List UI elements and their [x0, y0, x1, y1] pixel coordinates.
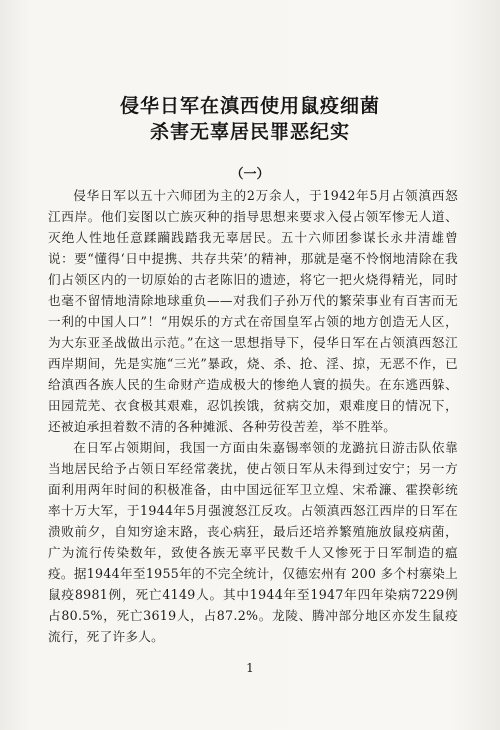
page-number: 1 [246, 661, 254, 675]
paragraph-1: 侵华日军以五十六师团为主的2万余人，于1942年5月占领滇西怒江西岸。他们妄图以亡族灭种的指导思想来要求入侵占领军惨无人道、灭绝人性地任意蹂躏践踏我无辜居民。五十六师团参谋长永井清雄曾说：要“懂得‘日中提携、共存共荣’的精神，那就是毫不怜悯地清除在我们占领区内的一切原始的古老陈旧的遗迹，将它一把火烧得精光，同时也毫不留情地清除地球重负——对我们子孙万代的繁荣事业有百害而无一利的中国人口”！“用娱乐的方式在帝国皇军占领的地方创造无人区，为大东亚圣战做出示范。”在这一思想指导下，侵华日军在占领滇西怒江西岸期间，先是实施“三光”暴政，烧、杀、抢、淫、掠，无恶不作，已给滇西各族人民的生命财产造成极大的惨绝人寰的损失。在东逃西躲、田园荒芜、衣食极其艰难，忍饥挨饿，贫病交加，艰难度日的情况下，还被迫承担着数不清的各种摊派、各种劳役苦差，举不胜举。 [48, 188, 458, 434]
document-title-line-2: 杀害无辜居民罪恶纪实 [149, 121, 350, 143]
document-body [48, 185, 458, 647]
document-title-line-1: 侵华日军在滇西使用鼠疫细菌 [119, 95, 380, 117]
paragraph-2: 在日军占领期间，我国一方面由朱嘉锡率领的龙潞抗日游击队依靠当地居民给予占领日军经常袭扰，使占领日军从未得到过安宁；另一方面利用两年时间的积极准备，由中国远征军卫立煌、宋希濂、霍揆彰统率十万大军，于1944年5月强渡怒江反攻。占领滇西怒江西岸的日军在溃败前夕，自知穷途末路，丧心病狂，最后还培养繁殖施放鼠疫病菌，广为流行传染数年，致使各族无辜平民数千人又惨死于日军制造的瘟疫。据1944年至1955年的不完全统计，仅德宏州有 200 多个村寨染上鼠疫8981例，死亡4149人。其中1944年至1947年四年染病7229例占80.5%，死亡3619人，占87.2%。龙陵、腾冲部分地区亦发生鼠疫流行，死了许多人。 [48, 440, 458, 644]
section-heading: （一） [230, 167, 270, 182]
